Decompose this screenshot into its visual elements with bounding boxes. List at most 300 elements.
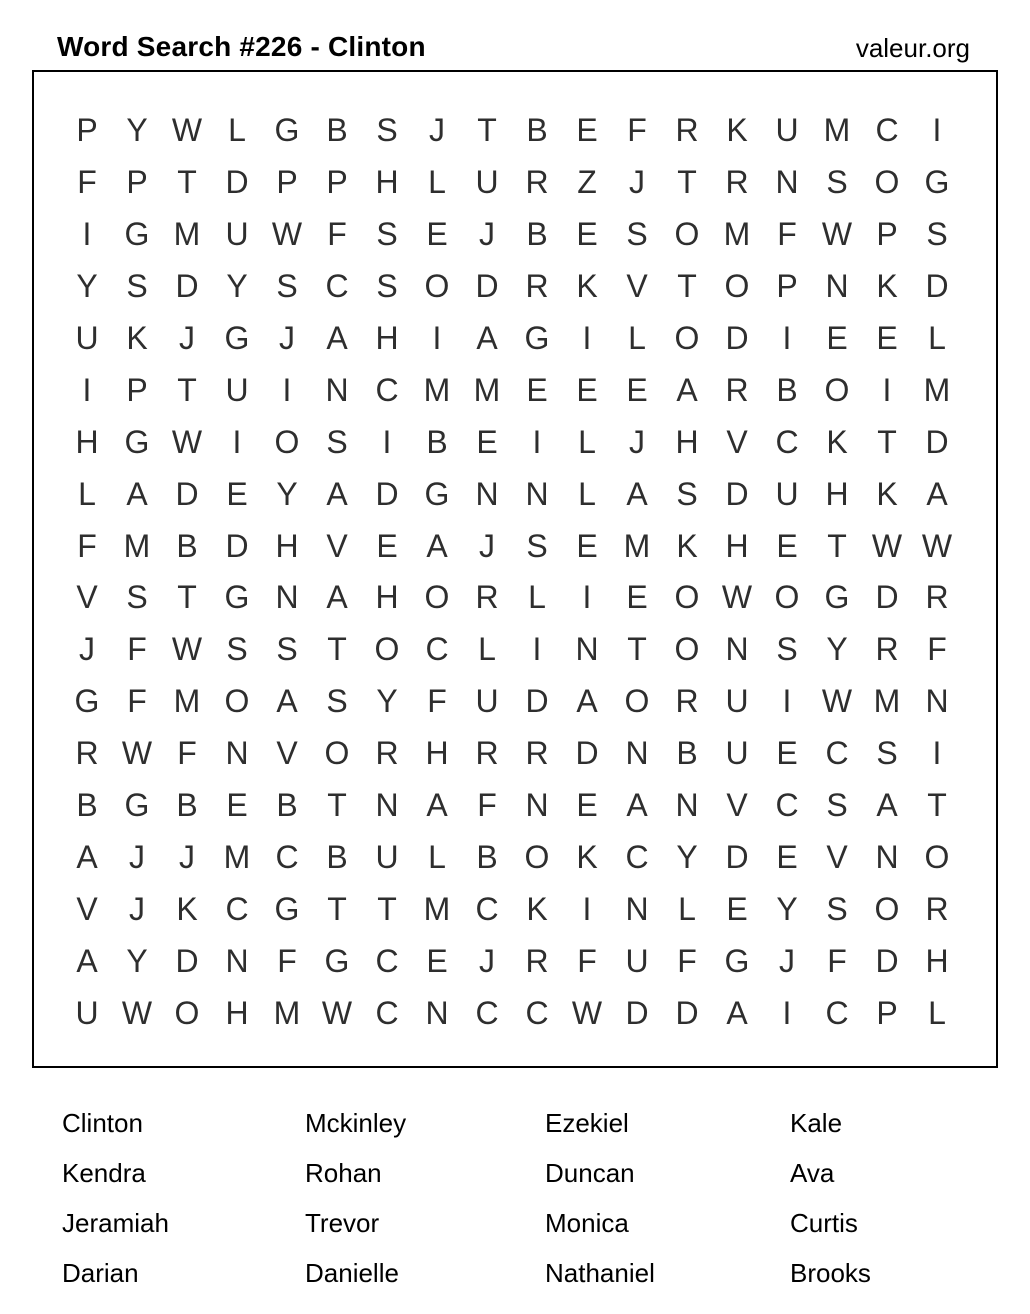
grid-cell: L [578,475,596,512]
grid-cell: E [476,423,498,460]
grid-cell: J [479,942,495,979]
grid-cell: J [629,164,645,201]
grid-cell: W [271,216,303,253]
grid-cell: I [582,890,592,927]
grid-cell: F [327,216,347,253]
grid-cell: L [928,320,946,356]
grid-cell: U [775,475,799,512]
grid-cell: N [225,735,249,772]
grid-cell: T [627,631,647,668]
grid-cell: V [76,890,98,927]
grid-cell: B [776,371,798,408]
grid-cell: O [824,371,850,408]
grid-cell: U [225,371,249,408]
grid-cell: H [375,320,399,356]
grid-cell: D [525,683,549,720]
grid-cell: D [175,268,199,305]
grid-cell: O [874,164,900,201]
grid-cell: O [174,994,200,1031]
grid-cell: B [176,787,198,824]
grid-cell: Z [577,164,597,201]
grid-cell: V [276,735,298,772]
grid-cell: J [79,631,95,668]
grid-cell: S [326,683,348,720]
grid-cell: E [426,942,448,979]
grid-cell: N [925,683,949,720]
grid-cell: S [276,268,298,305]
grid-cell: F [427,683,447,720]
grid-cell: H [725,527,749,564]
page-title: Word Search #226 - Clinton [57,31,426,62]
grid-cell: G [324,942,350,979]
grid-cell: E [726,890,748,927]
grid-cell: M [923,371,951,408]
grid-cell: I [782,320,792,356]
grid-cell: D [225,527,249,564]
grid-cell: S [376,216,398,253]
grid-cell: N [675,787,699,824]
grid-cell: C [775,787,799,824]
grid-cell: O [674,631,700,668]
grid-cell: U [475,164,499,201]
grid-cell: D [675,994,699,1031]
grid-cell: W [871,527,903,564]
grid-cell: C [525,994,549,1031]
grid-cell: J [429,112,445,149]
word-list-item: Mckinley [305,1108,407,1138]
grid-cell: L [528,579,546,616]
grid-cell: A [76,942,98,979]
grid-cell: A [676,371,698,408]
grid-cell: B [326,112,348,149]
grid-cell: D [475,268,499,305]
site-name: valeur.org [855,33,970,63]
grid-cell: S [626,216,648,253]
grid-cell: D [625,994,649,1031]
word-list-item: Ezekiel [545,1108,629,1138]
grid-cell: H [925,942,949,979]
grid-cell: I [582,320,592,356]
grid-cell: K [526,890,548,927]
grid-cell: O [924,838,950,875]
grid-cell: E [376,527,398,564]
word-list-item: Rohan [305,1158,382,1188]
grid-cell: F [177,735,197,772]
grid-cell: O [774,579,800,616]
grid-cell: W [821,216,853,253]
grid-cell: F [927,631,947,668]
grid-cell: N [625,735,649,772]
grid-cell: A [426,787,448,824]
grid-cell: T [327,890,347,927]
grid-cell: G [524,320,550,356]
grid-cell: D [875,579,899,616]
word-list-column [305,1098,545,1298]
grid-cell: W [121,735,153,772]
grid-cell: W [321,994,353,1031]
grid-cell: M [273,994,301,1031]
grid-cell: C [375,942,399,979]
word-list-item: Jeramiah [62,1208,169,1238]
grid-cell: T [677,164,697,201]
grid-cell: P [276,164,298,201]
grid-cell: A [76,838,98,875]
grid-cell: M [623,527,651,564]
grid-cell: H [225,994,249,1031]
grid-cell: B [276,787,298,824]
grid-cell: H [825,475,849,512]
grid-cell: R [475,579,499,616]
grid-cell: O [724,268,750,305]
word-list-item: Darian [62,1258,139,1288]
grid-cell: R [675,112,699,149]
grid-cell: F [577,942,597,979]
grid-cell: T [177,579,197,616]
grid-cell: F [477,787,497,824]
grid-cell: R [525,942,549,979]
grid-cell: O [224,683,250,720]
grid-cell: E [776,527,798,564]
grid-cell: T [877,423,897,460]
grid-cell: L [478,631,496,668]
grid-cell: W [921,527,953,564]
grid-cell: R [525,164,549,201]
grid-cell: S [376,268,398,305]
grid-cell: G [124,787,150,824]
grid-cell: P [876,994,898,1031]
grid-cell: O [624,683,650,720]
word-list-item: Nathaniel [545,1258,655,1288]
grid-cell: F [127,683,147,720]
grid-cell: H [375,164,399,201]
grid-cell: S [776,631,798,668]
grid-cell: M [873,683,901,720]
grid-cell: I [282,371,292,408]
grid-cell: C [325,268,349,305]
grid-cell: T [327,631,347,668]
grid-cell: C [775,423,799,460]
word-list-column [62,1098,305,1298]
grid-cell: I [782,994,792,1031]
grid-cell: F [277,942,297,979]
grid-cell: C [625,838,649,875]
grid-cell: D [225,164,249,201]
grid-cell: I [932,735,942,772]
grid-cell: F [77,527,97,564]
grid-cell: N [875,838,899,875]
grid-cell: S [326,423,348,460]
grid-cell: E [576,787,598,824]
grid-cell: R [875,631,899,668]
grid-cell: C [475,994,499,1031]
grid-cell: M [173,683,201,720]
grid-cell: V [826,838,848,875]
grid-cell: G [74,683,100,720]
grid-cell: P [776,268,798,305]
grid-cell: M [223,838,251,875]
grid-cell: E [626,579,648,616]
grid-cell: T [377,890,397,927]
grid-cell: K [826,423,848,460]
grid-cell: N [525,787,549,824]
grid-cell: A [126,475,148,512]
grid-cell: S [826,787,848,824]
grid-cell: Y [126,942,148,979]
grid-cell: C [475,890,499,927]
grid-cell: I [532,423,542,460]
grid-cell: G [274,890,300,927]
grid-cell: N [525,475,549,512]
grid-cell: D [175,942,199,979]
grid-cell: L [578,423,596,460]
grid-cell: J [779,942,795,979]
grid-cell: I [532,631,542,668]
grid-cell: S [276,631,298,668]
grid-cell: L [678,890,696,927]
grid-cell: N [375,787,399,824]
grid-cell: H [375,579,399,616]
grid-cell: V [76,579,98,616]
grid-cell: R [675,683,699,720]
grid-cell: G [274,112,300,149]
grid-cell: L [928,994,946,1031]
grid-cell: E [426,216,448,253]
grid-cell: T [477,112,497,149]
grid-cell: S [526,527,548,564]
grid-cell: S [226,631,248,668]
grid-cell: B [176,527,198,564]
grid-cell: F [677,942,697,979]
grid-cell: G [824,579,850,616]
grid-cell: G [224,579,250,616]
grid-cell: N [575,631,599,668]
grid-cell: E [576,112,598,149]
grid-cell: N [275,579,299,616]
grid-cell: C [875,112,899,149]
grid-cell: B [326,838,348,875]
grid-cell: P [76,112,98,149]
grid-cell: B [476,838,498,875]
grid-cell: N [625,890,649,927]
word-list-item: Brooks [790,1258,871,1288]
grid-cell: J [479,527,495,564]
grid-cell: E [576,527,598,564]
grid-cell: R [925,579,949,616]
grid-cell: W [171,423,203,460]
grid-cell: Y [826,631,848,668]
grid-cell: S [126,579,148,616]
grid-cell: G [924,164,950,201]
grid-cell: P [126,371,148,408]
grid-cell: M [823,112,851,149]
grid-cell: K [676,527,698,564]
grid-cell: R [925,890,949,927]
grid-cell: O [874,890,900,927]
grid-cell: K [876,268,898,305]
grid-cell: I [382,423,392,460]
grid-cell: K [126,320,148,356]
grid-cell: N [225,942,249,979]
grid-cell: Y [76,268,98,305]
grid-cell: P [126,164,148,201]
grid-cell: A [276,683,298,720]
grid-cell: C [275,838,299,875]
grid-cell: R [525,268,549,305]
grid-cell: M [423,371,451,408]
grid-cell: Y [126,112,148,149]
grid-cell: O [674,579,700,616]
grid-cell: F [127,631,147,668]
grid-cell: L [428,838,446,875]
grid-cell: I [932,112,942,149]
grid-cell: O [424,268,450,305]
grid-cell: D [725,320,749,356]
grid-cell: N [425,994,449,1031]
grid-cell: H [675,423,699,460]
grid-cell: L [628,320,646,356]
grid-cell: U [725,735,749,772]
grid-cell: F [627,112,647,149]
grid-cell: T [177,164,197,201]
grid-cell: V [726,423,748,460]
grid-cell: L [228,112,246,149]
grid-cell: G [724,942,750,979]
grid-cell: O [274,423,300,460]
grid-cell: U [775,112,799,149]
grid-cell: E [776,838,798,875]
grid-cell: A [326,320,348,356]
grid-cell: S [676,475,698,512]
word-list-item: Ava [790,1158,835,1188]
grid-cell: P [876,216,898,253]
grid-cell: M [723,216,751,253]
grid-cell: K [176,890,198,927]
grid-cell: W [121,994,153,1031]
word-list-column [545,1098,790,1298]
grid-cell: B [426,423,448,460]
grid-cell: O [524,838,550,875]
grid-cell: D [925,423,949,460]
grid-cell: U [475,683,499,720]
grid-cell: W [821,683,853,720]
grid-cell: T [177,371,197,408]
grid-cell: U [75,320,99,356]
grid-cell: H [425,735,449,772]
grid-cell: T [927,787,947,824]
grid-cell: F [77,164,97,201]
grid-cell: U [625,942,649,979]
word-list-item: Monica [545,1208,629,1238]
grid-cell: C [425,631,449,668]
grid-cell: A [626,787,648,824]
grid-cell: B [526,216,548,253]
grid-cell: G [124,423,150,460]
word-list-item: Duncan [545,1158,635,1188]
grid-cell: K [876,475,898,512]
grid-cell: N [325,371,349,408]
grid-cell: B [526,112,548,149]
grid-cell: I [82,216,92,253]
grid-cell: J [279,320,295,356]
grid-cell: C [825,735,849,772]
grid-cell: N [475,475,499,512]
grid-cell: G [124,216,150,253]
grid-cell: E [576,371,598,408]
grid-cell: T [677,268,697,305]
grid-cell: E [226,475,248,512]
grid-cell: I [82,371,92,408]
grid-cell: N [775,164,799,201]
grid-cell: R [525,735,549,772]
grid-cell: A [926,475,948,512]
grid-cell: D [175,475,199,512]
grid-cell: F [777,216,797,253]
grid-cell: A [476,320,498,356]
grid-cell: C [375,994,399,1031]
grid-cell: R [475,735,499,772]
grid-cell: K [576,268,598,305]
grid-cell: L [428,164,446,201]
grid-cell: G [424,475,450,512]
grid-cell: I [582,579,592,616]
grid-cell: W [571,994,603,1031]
grid-cell: U [75,994,99,1031]
grid-cell: E [226,787,248,824]
grid-cell: U [375,838,399,875]
grid-cell: F [827,942,847,979]
grid-cell: S [876,735,898,772]
grid-cell: E [776,735,798,772]
grid-cell: V [626,268,648,305]
grid-cell: J [129,838,145,875]
grid-cell: L [78,475,96,512]
grid-cell: A [626,475,648,512]
grid-cell: S [826,164,848,201]
grid-cell: D [575,735,599,772]
grid-cell: E [826,320,848,356]
word-list-item: Kale [790,1108,843,1138]
grid-cell: Y [776,890,798,927]
grid-cell: I [882,371,892,408]
grid-cell: J [179,320,195,356]
grid-cell: A [426,527,448,564]
grid-cell: R [75,735,99,772]
grid-cell: A [876,787,898,824]
grid-cell: C [375,371,399,408]
grid-cell: Y [226,268,248,305]
grid-cell: W [171,631,203,668]
grid-cell: E [526,371,548,408]
grid-cell: H [275,527,299,564]
grid-cell: S [826,890,848,927]
grid-cell: D [725,838,749,875]
grid-cell: V [326,527,348,564]
grid-cell: S [376,112,398,149]
word-list-item: Danielle [305,1258,399,1288]
grid-cell: C [225,890,249,927]
grid-cell: J [629,423,645,460]
grid-cell: K [576,838,598,875]
grid-cell: U [225,216,249,253]
grid-cell: S [926,216,948,253]
grid-cell: J [479,216,495,253]
grid-cell: M [423,890,451,927]
grid-cell: O [674,216,700,253]
grid-cell: I [432,320,442,356]
word-list-item: Clinton [62,1108,143,1138]
grid-cell: M [123,527,151,564]
grid-cell: I [782,683,792,720]
